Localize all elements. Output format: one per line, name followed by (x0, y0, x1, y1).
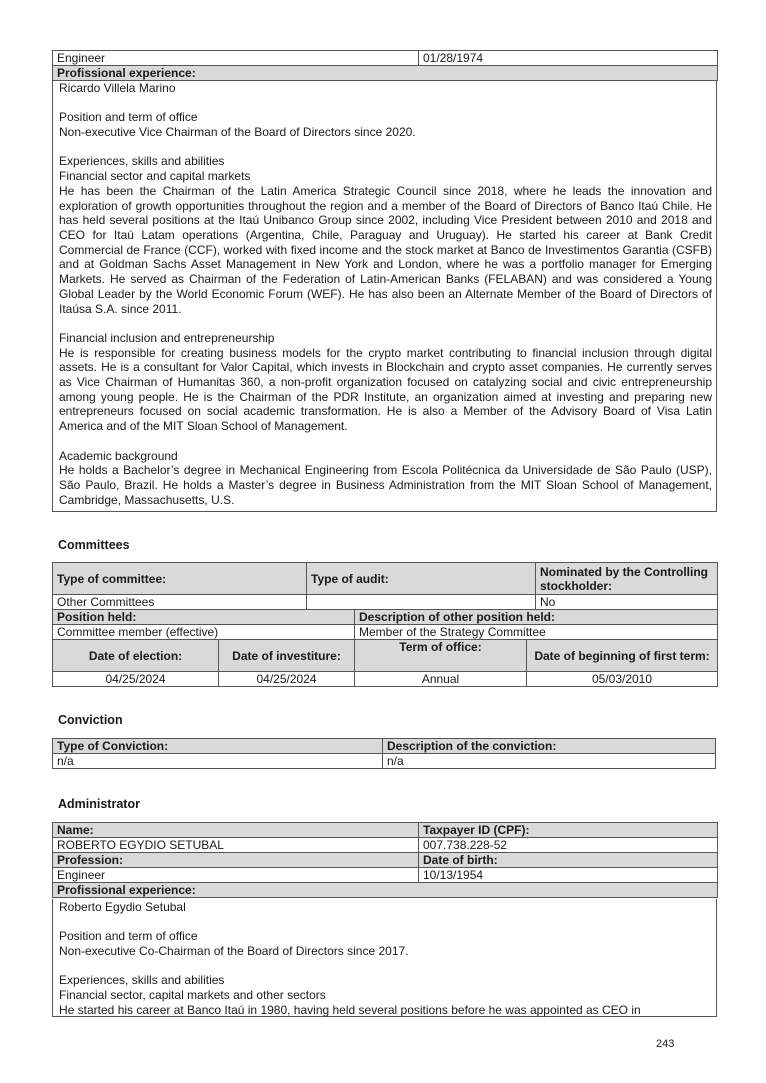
position-held-value: Committee member (effective) (53, 625, 355, 640)
admin-position-heading: Position and term of office (59, 929, 198, 944)
audit-type-label: Type of audit: (307, 563, 536, 595)
admin-career-text: He started his career at Banco Itaú in 1980, having held several positions before he was appointed as CEO in (59, 1002, 641, 1017)
nominated-value: No (536, 595, 718, 610)
admin-professional-experience-label: Profissional experience: (53, 883, 718, 898)
admin-professional-experience-block (52, 899, 717, 1017)
academic-heading: Academic background (59, 448, 178, 463)
birth-date-value: 01/28/1974 (419, 51, 718, 66)
committees-table-position (52, 609, 718, 640)
committee-type-value: Other Committees (53, 595, 307, 610)
top-info-table (52, 50, 718, 81)
admin-position-text: Non-executive Co-Chairman of the Board of Directors since 2017. (59, 944, 409, 959)
admin-birth-value: 10/13/1954 (419, 868, 718, 883)
election-date-value: 04/25/2024 (53, 672, 219, 687)
administrator-table (52, 822, 718, 898)
committees-table-top (52, 562, 718, 610)
taxpayer-value: 007.738.228-52 (419, 838, 718, 853)
person-name: Ricardo Villela Marino (59, 81, 176, 95)
term-of-office-label: Term of office: (355, 640, 527, 672)
conviction-title: Conviction (58, 713, 123, 727)
birth-label: Date of birth: (419, 853, 718, 868)
election-date-label: Date of election: (53, 640, 219, 672)
experiences-heading: Experiences, skills and abilities (59, 154, 225, 169)
taxpayer-label: Taxpayer ID (CPF): (419, 823, 718, 838)
investiture-date-value: 04/25/2024 (219, 672, 355, 687)
audit-type-value (307, 595, 536, 610)
admin-sectors-heading: Financial sector, capital markets and other sectors (59, 988, 326, 1003)
committee-type-label: Type of committee: (53, 563, 307, 595)
conviction-description-value: n/a (383, 754, 716, 769)
conviction-type-label: Type of Conviction: (53, 739, 383, 754)
administrator-title: Administrator (58, 797, 140, 811)
page-number: 243 (656, 1038, 675, 1050)
conviction-table (52, 738, 716, 769)
first-term-value: 05/03/2010 (527, 672, 718, 687)
name-label: Name: (53, 823, 419, 838)
financial-text: He has been the Chairman of the Latin America Strategic Council since 2018, where he leads the innovation and exploration of growth opportunities throughout the region and a member of the Board of Directors of Banco Itaú Chile. He has held several positions at the Itaú Unibanco Group since 2002, including Vice President between 2010 and 2018 and CEO for Itaú Latam operations (Argentina, Chile, Paraguay and Uruguay). He started his career at Bank Credit Commercial de France (CCF), worked with fixed income and the stock market at Banco de Investimentos Garantia (CSFB) and at Goldman Sachs Asset Management in New York and London, where he was a portfolio manager for Emerging Markets. He served as Chairman of the Federation of Latin-American Banks (FELABAN) and was considered a Young Global Leader by the World Economic Forum (WEF). He has also been an Alternate Member of the Board of Directors of Itaúsa S.A. since 2011. (59, 183, 712, 316)
conviction-type-value: n/a (53, 754, 383, 769)
position-text: Non-executive Vice Chairman of the Board of Directors since 2020. (59, 125, 416, 140)
professional-experience-label: Profissional experience: (53, 66, 718, 81)
term-of-office-value: Annual (355, 672, 527, 687)
committees-table-dates (52, 639, 718, 687)
other-position-value: Member of the Strategy Committee (355, 625, 718, 640)
professional-experience-block (52, 80, 717, 512)
profession-value: Engineer (53, 51, 419, 66)
conviction-description-label: Description of the conviction: (383, 739, 716, 754)
academic-text: He holds a Bachelor’s degree in Mechanical Engineering from Escola Politécnica da Universidade de São Paulo (USP), São Paulo, Brazil. He holds a Master’s degree in Business Administration from the MIT Sloan School of Management, Cambridge, Massachusetts, U.S. (59, 463, 712, 507)
first-term-label: Date of beginning of first term: (527, 640, 718, 672)
investiture-date-label: Date of investiture: (219, 640, 355, 672)
committees-title: Committees (58, 538, 130, 552)
financial-heading: Financial sector and capital markets (59, 169, 251, 184)
position-held-label: Position held: (53, 610, 355, 625)
nominated-label: Nominated by the Controlling stockholder: (536, 563, 718, 595)
inclusion-text: He is responsible for creating business models for the crypto market contributing to financial inclusion through digital assets. He is a consultant for Valor Capital, which invests in Blockchain and crypto asset companies. He currently serves as Vice Chairman of Humanitas 360, a non-profit organization focused on catalyzing social and civic entrepreneurship among young people. He is the Chairman of the PDR Institute, an organization aimed at investing and preparing new entrepreneurs focused on social academic transformation. He is also a Member of the Advisory Board of Visa Latin America and of the MIT Sloan School of Management. (59, 345, 712, 434)
admin-person-name: Roberto Egydio Setubal (59, 900, 186, 914)
other-position-label: Description of other position held: (355, 610, 718, 625)
admin-experiences-heading: Experiences, skills and abilities (59, 973, 225, 988)
name-value: ROBERTO EGYDIO SETUBAL (53, 838, 419, 853)
profession-label: Profession: (53, 853, 419, 868)
position-heading: Position and term of office (59, 110, 198, 125)
admin-profession-value: Engineer (53, 868, 419, 883)
inclusion-heading: Financial inclusion and entrepreneurship (59, 330, 275, 345)
